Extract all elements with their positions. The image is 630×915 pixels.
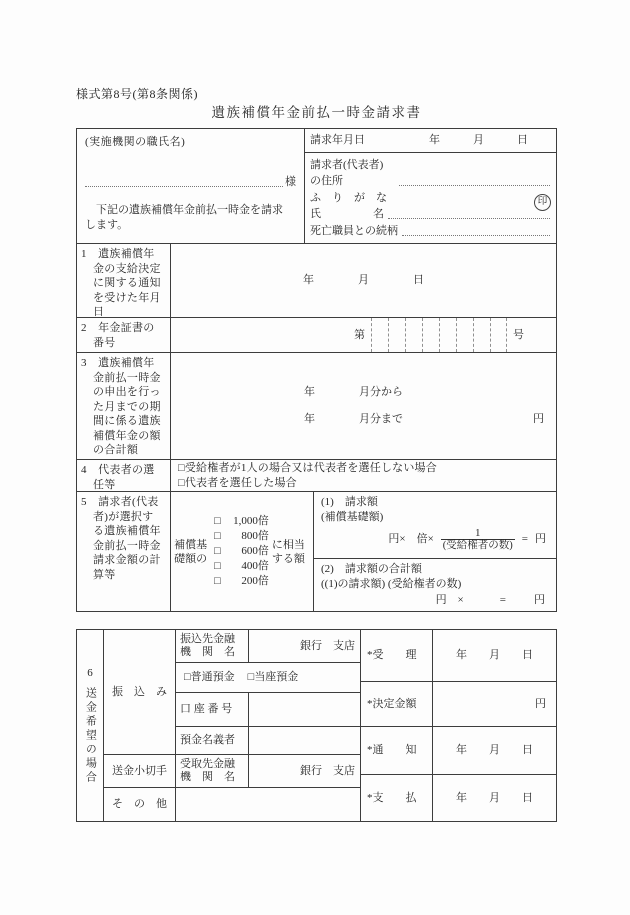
checkbox-icon[interactable]: □ xyxy=(214,575,221,587)
row-4-label: 4 代表者の選任等 xyxy=(77,460,171,491)
claimant-label-line xyxy=(310,158,550,172)
transfer-bank-label-2: 機 関 名 xyxy=(180,646,235,658)
address-line xyxy=(310,174,550,188)
bank-branch-text: 銀行 支店 xyxy=(300,764,355,777)
bank-detail-column xyxy=(176,630,361,821)
claim-date-row xyxy=(305,129,556,153)
account-holder-input[interactable] xyxy=(249,727,360,754)
cert-no-digit-cell[interactable] xyxy=(371,318,388,352)
name-label-right: 名 xyxy=(373,208,384,220)
claimant-label: 請求者(代表者) xyxy=(310,158,384,171)
transfer-bank-label xyxy=(176,630,249,662)
checkbox-icon[interactable]: □ xyxy=(214,545,221,557)
receiving-bank-label-2: 機 関 名 xyxy=(180,771,235,783)
deposit-option-label: 当座預金 xyxy=(254,671,299,684)
multiplier-option-1000[interactable] xyxy=(214,514,269,529)
calc-2-formula[interactable] xyxy=(321,593,550,608)
form-number: 様式第8号(第8条関係) xyxy=(76,87,198,101)
notified-label: *通 知 xyxy=(361,727,433,774)
declaration-line-1: 下記の遺族補償年金前払一時金を請求 xyxy=(85,203,283,216)
header-row xyxy=(77,129,556,243)
representative-options xyxy=(171,460,556,491)
other-method-row[interactable] xyxy=(176,787,360,821)
claimant-block xyxy=(305,129,556,243)
row-representative xyxy=(77,459,556,491)
multiplier-label: 1,000倍 xyxy=(233,515,269,527)
paid-label: *支 払 xyxy=(361,775,433,821)
row-5-label: 5 請求者(代表者)が選択する遺族補償年金前払一時金請求金額の計算等 xyxy=(77,492,171,611)
period-from-line[interactable] xyxy=(171,385,556,400)
deposit-type-row xyxy=(176,662,360,692)
cert-no-digit-cell[interactable] xyxy=(456,318,473,352)
deposit-option-ordinary[interactable] xyxy=(184,670,235,685)
representative-option-1[interactable] xyxy=(178,461,556,476)
calc-2-title: (2) 請求額の合計額 xyxy=(321,563,422,575)
section-number: 6 xyxy=(87,666,93,679)
account-number-input[interactable] xyxy=(249,693,360,726)
multiplier-label: 200倍 xyxy=(241,575,269,587)
period-to-text: 年 月分まで xyxy=(304,413,403,425)
multiplier-options xyxy=(214,514,269,589)
addressee-cell xyxy=(77,129,305,243)
claim-date-label: 請求年月日 xyxy=(310,134,365,147)
addressee-input-line[interactable] xyxy=(85,175,283,187)
method-other: そ の 他 xyxy=(104,787,175,821)
period-from-text: 年 月分から xyxy=(304,386,403,399)
method-bank-transfer: 振 込 み xyxy=(112,685,167,698)
paid-date-fields[interactable]: 年 月 日 xyxy=(456,791,533,804)
receiving-bank-input[interactable] xyxy=(249,755,360,787)
account-holder-label: 預金名義者 xyxy=(176,727,249,754)
claim-amount-calc-1 xyxy=(314,492,556,559)
office-row-accepted xyxy=(361,630,556,681)
name-input-line[interactable] xyxy=(388,209,550,219)
account-number-row xyxy=(176,692,360,726)
period-to-line[interactable] xyxy=(171,412,556,427)
cert-no-digit-cell[interactable] xyxy=(405,318,422,352)
declaration-line-2: します。 xyxy=(85,218,129,231)
row-notification-date xyxy=(77,243,556,317)
multiplier-option-200[interactable] xyxy=(214,574,269,589)
office-row-paid xyxy=(361,774,556,821)
certificate-number-cell xyxy=(171,318,556,352)
deposit-type-options xyxy=(176,663,360,692)
notification-date-text: 年 月 日 xyxy=(303,274,424,287)
checkbox-icon[interactable]: □ xyxy=(247,671,255,684)
notified-date-fields[interactable]: 年 月 日 xyxy=(456,744,533,757)
agency-label: (実施機関の職氏名) xyxy=(85,136,186,148)
pension-period-fields xyxy=(171,353,556,459)
checkbox-icon[interactable]: □ xyxy=(178,476,185,489)
address-input-line[interactable] xyxy=(399,176,550,186)
checkbox-icon[interactable]: □ xyxy=(214,530,221,542)
relation-line xyxy=(310,224,550,238)
fraction-numerator: 1 xyxy=(475,526,481,539)
claim-date-fields[interactable]: 年 月 日 xyxy=(429,134,528,147)
remittance-vertical-label: 送金希望の場合 xyxy=(84,687,97,786)
address-label: の住所 xyxy=(310,175,343,187)
remittance-table xyxy=(76,629,557,822)
claim-amount-calc-2 xyxy=(314,559,556,611)
calc-1-subtitle: (補償基礎額) xyxy=(321,510,384,523)
bank-branch-text: 銀行 支店 xyxy=(300,639,355,652)
cert-no-digit-cell[interactable] xyxy=(490,318,507,352)
office-row-decided-amount xyxy=(361,681,556,726)
checkbox-icon[interactable]: □ xyxy=(214,515,221,527)
decided-amount-field[interactable]: 円 xyxy=(535,697,546,710)
name-line xyxy=(310,207,550,221)
receiving-bank-label xyxy=(176,755,249,787)
multiplier-option-400[interactable] xyxy=(214,559,269,574)
yen-unit: 円 xyxy=(535,533,546,546)
deposit-option-current[interactable] xyxy=(248,670,299,685)
calc-1-formula[interactable] xyxy=(321,527,550,553)
decided-amount-label: *決定金額 xyxy=(361,682,433,726)
declaration xyxy=(85,203,296,233)
row-certificate-number xyxy=(77,317,556,352)
cert-no-digit-cell[interactable] xyxy=(388,318,405,352)
calculation-cells xyxy=(314,492,556,611)
formula-left: 円× 倍× xyxy=(388,533,434,546)
name-label-left: 氏 xyxy=(310,208,321,220)
multiplier-option-600[interactable] xyxy=(214,544,269,559)
checkbox-icon[interactable]: □ xyxy=(178,461,185,474)
multiplier-label: 600倍 xyxy=(241,545,269,557)
checkbox-icon[interactable]: □ xyxy=(184,671,191,684)
deposit-option-label: 普通預金 xyxy=(190,671,235,684)
fraction xyxy=(441,527,515,553)
method-column xyxy=(104,630,176,821)
formula-left: 円 × xyxy=(435,593,464,606)
multiplier-cell xyxy=(171,492,314,611)
transfer-bank-row xyxy=(176,630,360,662)
seal-icon[interactable]: 印 xyxy=(534,194,551,211)
account-number-label: 口 座 番 号 xyxy=(176,693,249,726)
relation-input-line[interactable] xyxy=(402,226,550,236)
cert-no-boxes xyxy=(371,318,507,352)
equals-sign: = xyxy=(521,533,528,546)
method-check: 送金小切手 xyxy=(104,754,175,787)
main-table xyxy=(76,128,557,612)
receiving-bank-label-1: 受取先金融 xyxy=(180,757,235,770)
receiving-bank-row xyxy=(176,754,360,787)
calc-2-subtitle: ((1)の請求額) (受給権者の数) xyxy=(321,577,462,590)
addressee-line xyxy=(85,175,296,190)
office-use-column xyxy=(361,630,556,821)
transfer-bank-input[interactable] xyxy=(249,630,360,662)
office-row-notified xyxy=(361,726,556,774)
page-title: 遺族補償年金前払一時金請求書 xyxy=(211,105,422,120)
multiplier-option-800[interactable] xyxy=(214,529,269,544)
row-amount-calculation xyxy=(77,491,556,611)
account-holder-row xyxy=(176,726,360,754)
fraction-denominator: (受給権者の数) xyxy=(442,540,513,552)
checkbox-icon[interactable]: □ xyxy=(214,560,221,572)
option-2-label: 代表者を選任した場合 xyxy=(184,476,297,489)
cert-no-digit-cell[interactable] xyxy=(439,318,456,352)
equals-sign: = xyxy=(499,593,506,606)
option-1-label: 受給権者が1人の場合又は代表者を選任しない場合 xyxy=(184,461,437,474)
row-2-label: 2 年金証書の番号 xyxy=(77,318,171,352)
remittance-section-cell xyxy=(77,630,104,821)
total-amount-unit: 円 xyxy=(533,413,544,425)
claimant-cell xyxy=(305,153,556,243)
row-pension-total xyxy=(77,352,556,459)
yen-unit: 円 xyxy=(534,593,545,606)
calc-1-title: (1) 請求額 xyxy=(321,496,378,508)
transfer-bank-label-1: 振込先金融 xyxy=(180,632,235,645)
representative-option-2[interactable] xyxy=(178,476,556,491)
relation-label: 死亡職員との続柄 xyxy=(310,224,398,237)
furigana-label: ふ り が な xyxy=(310,191,387,204)
notification-date-fields[interactable] xyxy=(171,244,556,317)
multiplier-label: 400倍 xyxy=(241,560,269,572)
base-amount-label: 補償基礎額の xyxy=(174,538,208,565)
cert-no-digit-cell[interactable] xyxy=(473,318,490,352)
accepted-date-fields[interactable]: 年 月 日 xyxy=(456,649,533,662)
accepted-label: *受 理 xyxy=(361,630,433,681)
multiplier-label: 800倍 xyxy=(241,530,269,542)
cert-no-prefix: 第 xyxy=(354,328,365,341)
row-1-label: 1 遺族補償年金の支給決定に関する通知を受けた年月日 xyxy=(77,244,171,317)
row-3-label: 3 遺族補償年金前払一時金の申出を行った月までの期間に係る遺族補償年金の額の合計額 xyxy=(77,353,171,459)
equivalence-label: に相当する額 xyxy=(271,538,305,565)
sama-suffix: 様 xyxy=(285,176,296,188)
cert-no-digit-cell[interactable] xyxy=(422,318,439,352)
cert-no-suffix: 号 xyxy=(513,328,524,341)
furigana-line xyxy=(310,191,550,205)
